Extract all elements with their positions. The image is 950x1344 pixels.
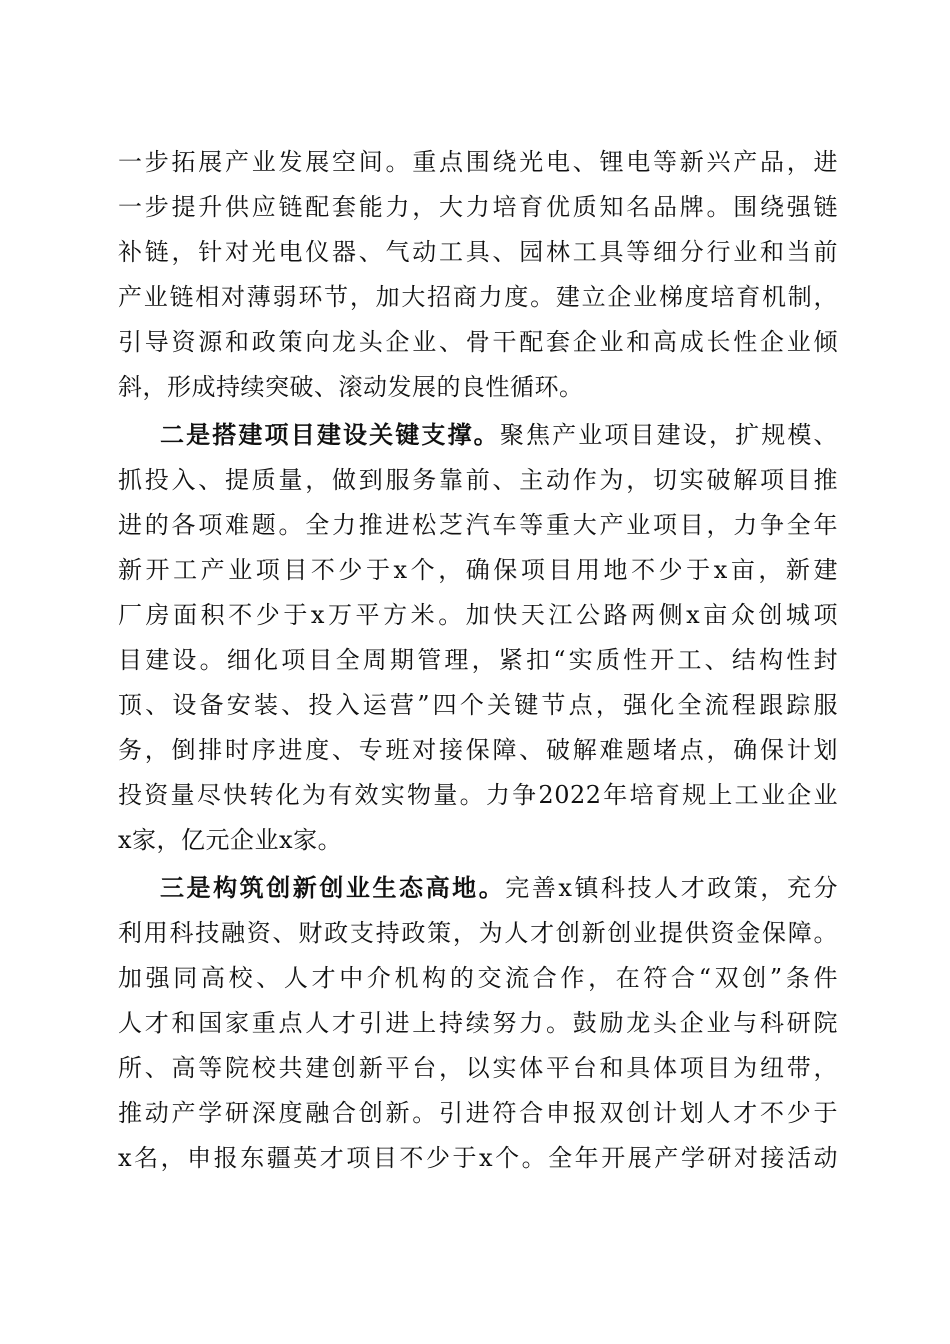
paragraph-first-line [160, 415, 838, 455]
body-text-line: 抓投入、提质量，做到服务靠前、主动作为，切实破解项目推 [118, 466, 838, 494]
paragraph-first-line-text: 聚焦产业项目建设，扩规模、 [499, 421, 839, 449]
body-text-line: 利用科技融资、财政支持政策，为人才创新创业提供资金保障。 [118, 919, 838, 947]
paragraph-first-line [160, 868, 838, 908]
body-text-line: 补链，针对光电仪器、气动工具、园林工具等细分行业和当前 [118, 238, 838, 266]
body-text-line: 目建设。细化项目全周期管理，紧扣“实质性开工、结构性封 [118, 646, 838, 674]
body-text-line: 厂房面积不少于x万平方米。加快天江公路两侧x亩众创城项 [118, 601, 838, 629]
body-text-line: 推动产学研深度融合创新。引进符合申报双创计划人才不少于 [118, 1099, 838, 1127]
body-text-line: 一步提升供应链配套能力，大力培育优质知名品牌。围绕强链 [118, 193, 838, 221]
paragraph-heading: 二是搭建项目建设关键支撑。 [160, 420, 500, 449]
paragraph-first-line-text: 完善x镇科技人才政策，充分 [505, 874, 838, 902]
body-text-line: x名，申报东疆英才项目不少于x个。全年开展产学研对接活动 [118, 1144, 838, 1172]
body-text-line: 产业链相对薄弱环节，加大招商力度。建立企业梯度培育机制， [118, 283, 838, 311]
body-text-line: 进的各项难题。全力推进松芝汽车等重大产业项目，力争全年 [118, 511, 838, 539]
body-text-line: 加强同高校、人才中介机构的交流合作，在符合“双创”条件 [118, 964, 838, 992]
body-text-line: 引导资源和政策向龙头企业、骨干配套企业和高成长性企业倾 [118, 328, 838, 356]
body-text-line: 顶、设备安装、投入运营”四个关键节点，强化全流程跟踪服 [118, 691, 838, 719]
body-text-line: 投资量尽快转化为有效实物量。力争2022年培育规上工业企业 [118, 781, 838, 809]
paragraph-heading: 三是构筑创新创业生态高地。 [160, 873, 506, 902]
body-text-line: x家，亿元企业x家。 [118, 826, 343, 854]
body-text-line: 人才和国家重点人才引进上持续努力。鼓励龙头企业与科研院 [118, 1009, 838, 1037]
body-text-line: 所、高等院校共建创新平台，以实体平台和具体项目为纽带， [118, 1054, 838, 1082]
body-text-line: 务，倒排时序进度、专班对接保障、破解难题堵点，确保计划 [118, 736, 838, 764]
body-text-line: 新开工产业项目不少于x个，确保项目用地不少于x亩，新建 [118, 556, 838, 584]
body-text-line: 一步拓展产业发展空间。重点围绕光电、锂电等新兴产品，进 [118, 148, 838, 176]
body-text-line: 斜，形成持续突破、滚动发展的良性循环。 [118, 373, 584, 401]
